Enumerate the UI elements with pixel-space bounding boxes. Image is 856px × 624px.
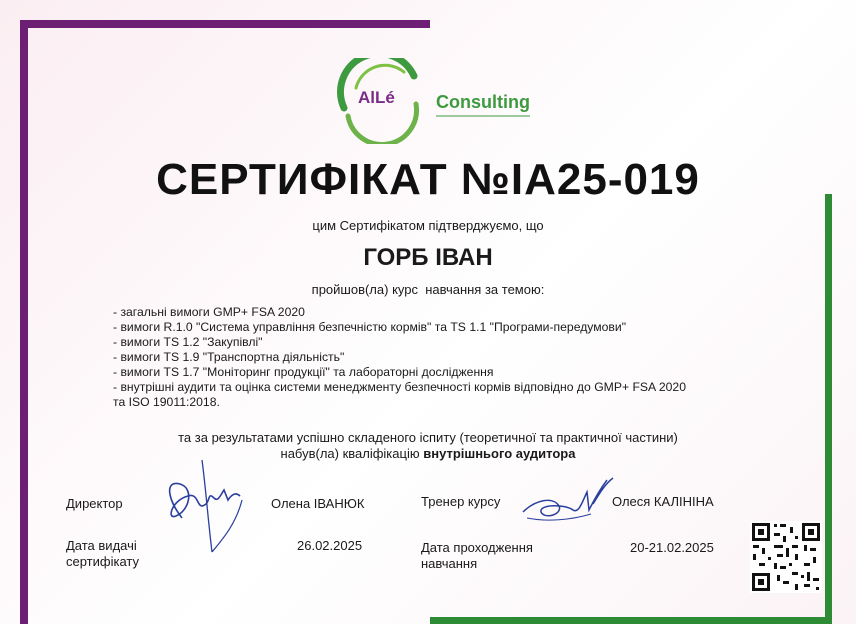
director-name: Олена ІВАНЮК xyxy=(271,496,365,511)
training-date-label-line-1: Дата проходження xyxy=(421,540,533,555)
issue-date-label-line-2: сертифікату xyxy=(66,554,139,569)
topic-item: - вимоги TS 1.7 "Моніторинг продукції" та лабораторні дослідження xyxy=(113,365,494,379)
training-date-label xyxy=(421,540,533,572)
director-label: Директор xyxy=(66,496,123,511)
frame-top-border xyxy=(20,20,430,28)
topic-item: - загальні вимоги GMP+ FSA 2020 xyxy=(113,305,305,319)
result-text xyxy=(0,430,856,462)
result-line-2 xyxy=(0,446,856,462)
trainer-signature-icon xyxy=(517,474,617,529)
trainer-label: Тренер курсу xyxy=(421,494,501,509)
topic-item: та ISO 19011:2018. xyxy=(113,395,220,409)
issue-date-label-line-1: Дата видачі xyxy=(66,538,137,553)
topic-item: - вимоги R.1.0 "Система управління безпечністю кормів" та TS 1.1 "Програми-передумови" xyxy=(113,320,627,334)
topic-item: - вимоги TS 1.2 "Закупівлі" xyxy=(113,335,263,349)
issue-date-label xyxy=(66,538,139,570)
issue-date-value: 26.02.2025 xyxy=(297,538,363,553)
frame-bottom-border xyxy=(430,617,832,624)
trainer-name: Олеся КАЛІНІНА xyxy=(612,494,714,509)
recipient-name: ГОРБ ІВАН xyxy=(363,244,493,271)
topic-item: - внутрішні аудити та оцінка системи менеджменту безпечності кормів відповідно до GMP+ FSA 2020 xyxy=(113,380,686,394)
training-date-value: 20-21.02.2025 xyxy=(630,540,714,555)
qualification-prefix: набув(ла) кваліфікацію xyxy=(280,446,424,461)
confirm-text: цим Сертифікатом підтверджуємо, що xyxy=(312,218,544,233)
topic-item: - вимоги TS 1.9 "Транспортна діяльність" xyxy=(113,350,345,364)
director-signature-icon xyxy=(150,440,245,565)
qualification-title: внутрішнього аудитора xyxy=(423,446,576,461)
company-logo xyxy=(334,58,544,144)
certificate-title: СЕРТИФІКАТ №IA25-019 xyxy=(156,155,700,204)
qr-code-icon[interactable] xyxy=(750,521,822,593)
training-date-label-line-2: навчання xyxy=(421,556,478,571)
logo-brand-text: AlLé xyxy=(358,88,395,107)
course-passed-text: пройшов(ла) курс навчання за темою: xyxy=(311,282,545,297)
frame-left-border xyxy=(20,20,28,624)
logo-subtitle-text: Consulting xyxy=(436,92,530,112)
result-line-1: та за результатами успішно складеного іспиту (теоретичної та практичної частини) xyxy=(178,430,678,445)
topics-list xyxy=(113,305,793,410)
